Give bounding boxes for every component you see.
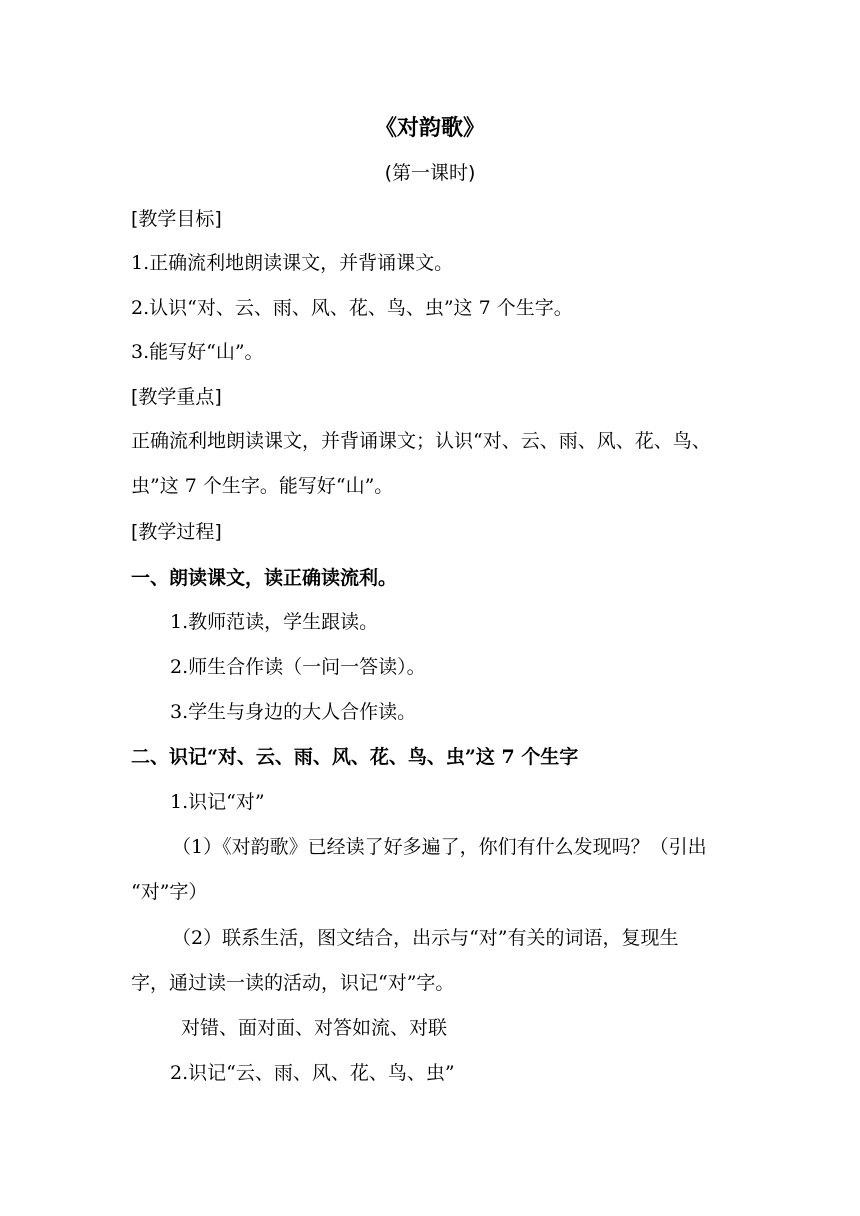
key-points-heading: [教学重点]: [131, 386, 222, 408]
section-1-item: 2.师生合作读（一问一答读）。: [170, 656, 426, 678]
objective-item: 2.认识“对、云、雨、风、花、鸟、虫”这 7 个生字。: [131, 297, 573, 319]
section-1-title: 一、朗读课文，读正确读流利。: [131, 567, 398, 589]
objective-item: 3.能写好“山”。: [131, 341, 264, 363]
page-title: 《对韵歌》: [374, 116, 485, 141]
step-text: 字，通过读一读的活动，识记“对”字。: [131, 972, 455, 994]
section-1-item: 3.学生与身边的大人合作读。: [170, 701, 417, 723]
section-2-subheading: 1.识记“对”: [170, 791, 265, 813]
objective-item: 1.正确流利地朗读课文，并背诵课文。: [131, 252, 454, 274]
objectives-heading: [教学目标]: [131, 208, 222, 230]
step-text: （1）《对韵歌》已经读了好多遍了，你们有什么发现吗？（引出: [172, 836, 707, 858]
section-2-title: 二、识记“对、云、雨、风、花、鸟、虫”这 7 个生字: [131, 746, 579, 768]
process-heading: [教学过程]: [131, 521, 222, 543]
key-points-text: 虫”这 7 个生字。能写好“山”。: [131, 475, 394, 497]
step-text: （2）联系生活，图文结合，出示与“对”有关的词语，复现生: [172, 927, 679, 949]
step-text: “对”字）: [131, 881, 208, 903]
example-words: 对错、面对面、对答如流、对联: [181, 1017, 448, 1039]
key-points-text: 正确流利地朗读课文，并背诵课文；认识“对、云、雨、风、花、鸟、: [131, 430, 711, 452]
section-2-subheading: 2.识记“云、雨、风、花、鸟、虫”: [170, 1062, 455, 1084]
section-1-item: 1.教师范读，学生跟读。: [170, 611, 379, 633]
page-subtitle: (第一课时): [384, 162, 476, 184]
